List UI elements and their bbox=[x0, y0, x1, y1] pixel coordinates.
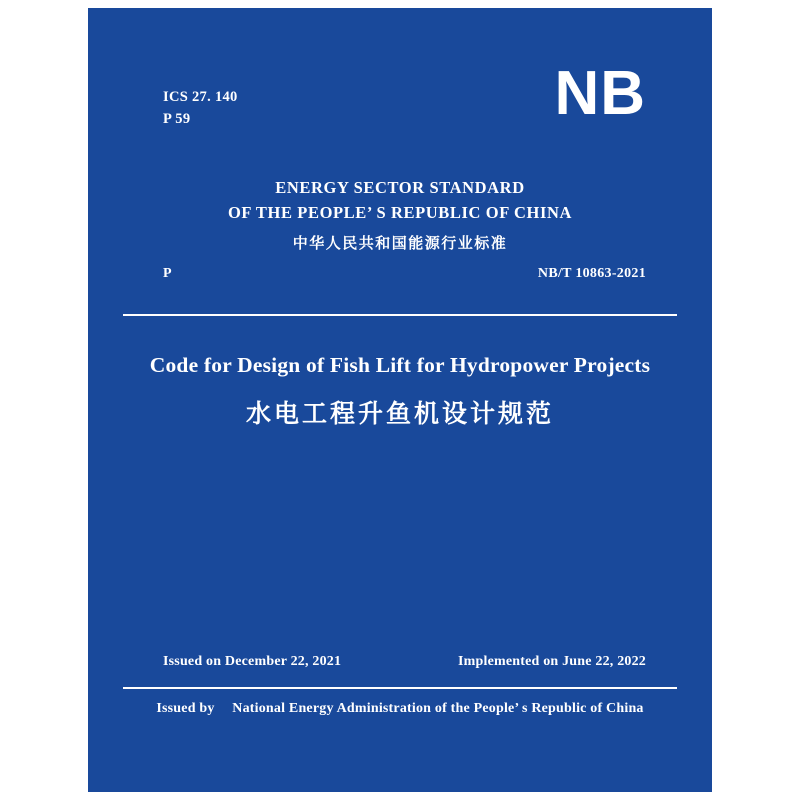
ics-number: ICS 27. 140 bbox=[163, 89, 238, 105]
org-name-en-line2: OF THE PEOPLE’ S REPUBLIC OF CHINA bbox=[227, 202, 573, 222]
title-english: Code for Design of Fish Lift for Hydropower Projects bbox=[149, 353, 651, 377]
implementation-date: Implemented on June 22, 2022 bbox=[458, 654, 646, 669]
issuing-organization-block bbox=[88, 176, 712, 253]
category-letter: P bbox=[163, 266, 172, 281]
issue-date: Issued on December 22, 2021 bbox=[163, 654, 342, 669]
classification-code: P 59 bbox=[163, 111, 191, 128]
nb-logo: NB bbox=[554, 59, 646, 128]
ics-block bbox=[163, 86, 238, 131]
org-name-cn: 中华人民共和国能源行业标准 bbox=[292, 235, 508, 252]
issuer-row bbox=[88, 701, 712, 717]
org-name-en-line1: ENERGY SECTOR STANDARD bbox=[275, 178, 525, 197]
title-chinese: 水电工程升鱼机设计规范 bbox=[245, 401, 554, 428]
divider-top bbox=[123, 314, 677, 316]
issued-by-label: Issued by bbox=[156, 701, 215, 716]
title-block bbox=[88, 353, 712, 430]
divider-bottom bbox=[123, 687, 677, 689]
issued-by-organization: National Energy Administration of the People’ s Republic of China bbox=[232, 701, 644, 716]
dates-row bbox=[163, 654, 646, 670]
standard-code-row bbox=[163, 266, 646, 282]
standard-cover bbox=[88, 8, 712, 792]
standard-number: NB/T 10863-2021 bbox=[537, 266, 646, 281]
